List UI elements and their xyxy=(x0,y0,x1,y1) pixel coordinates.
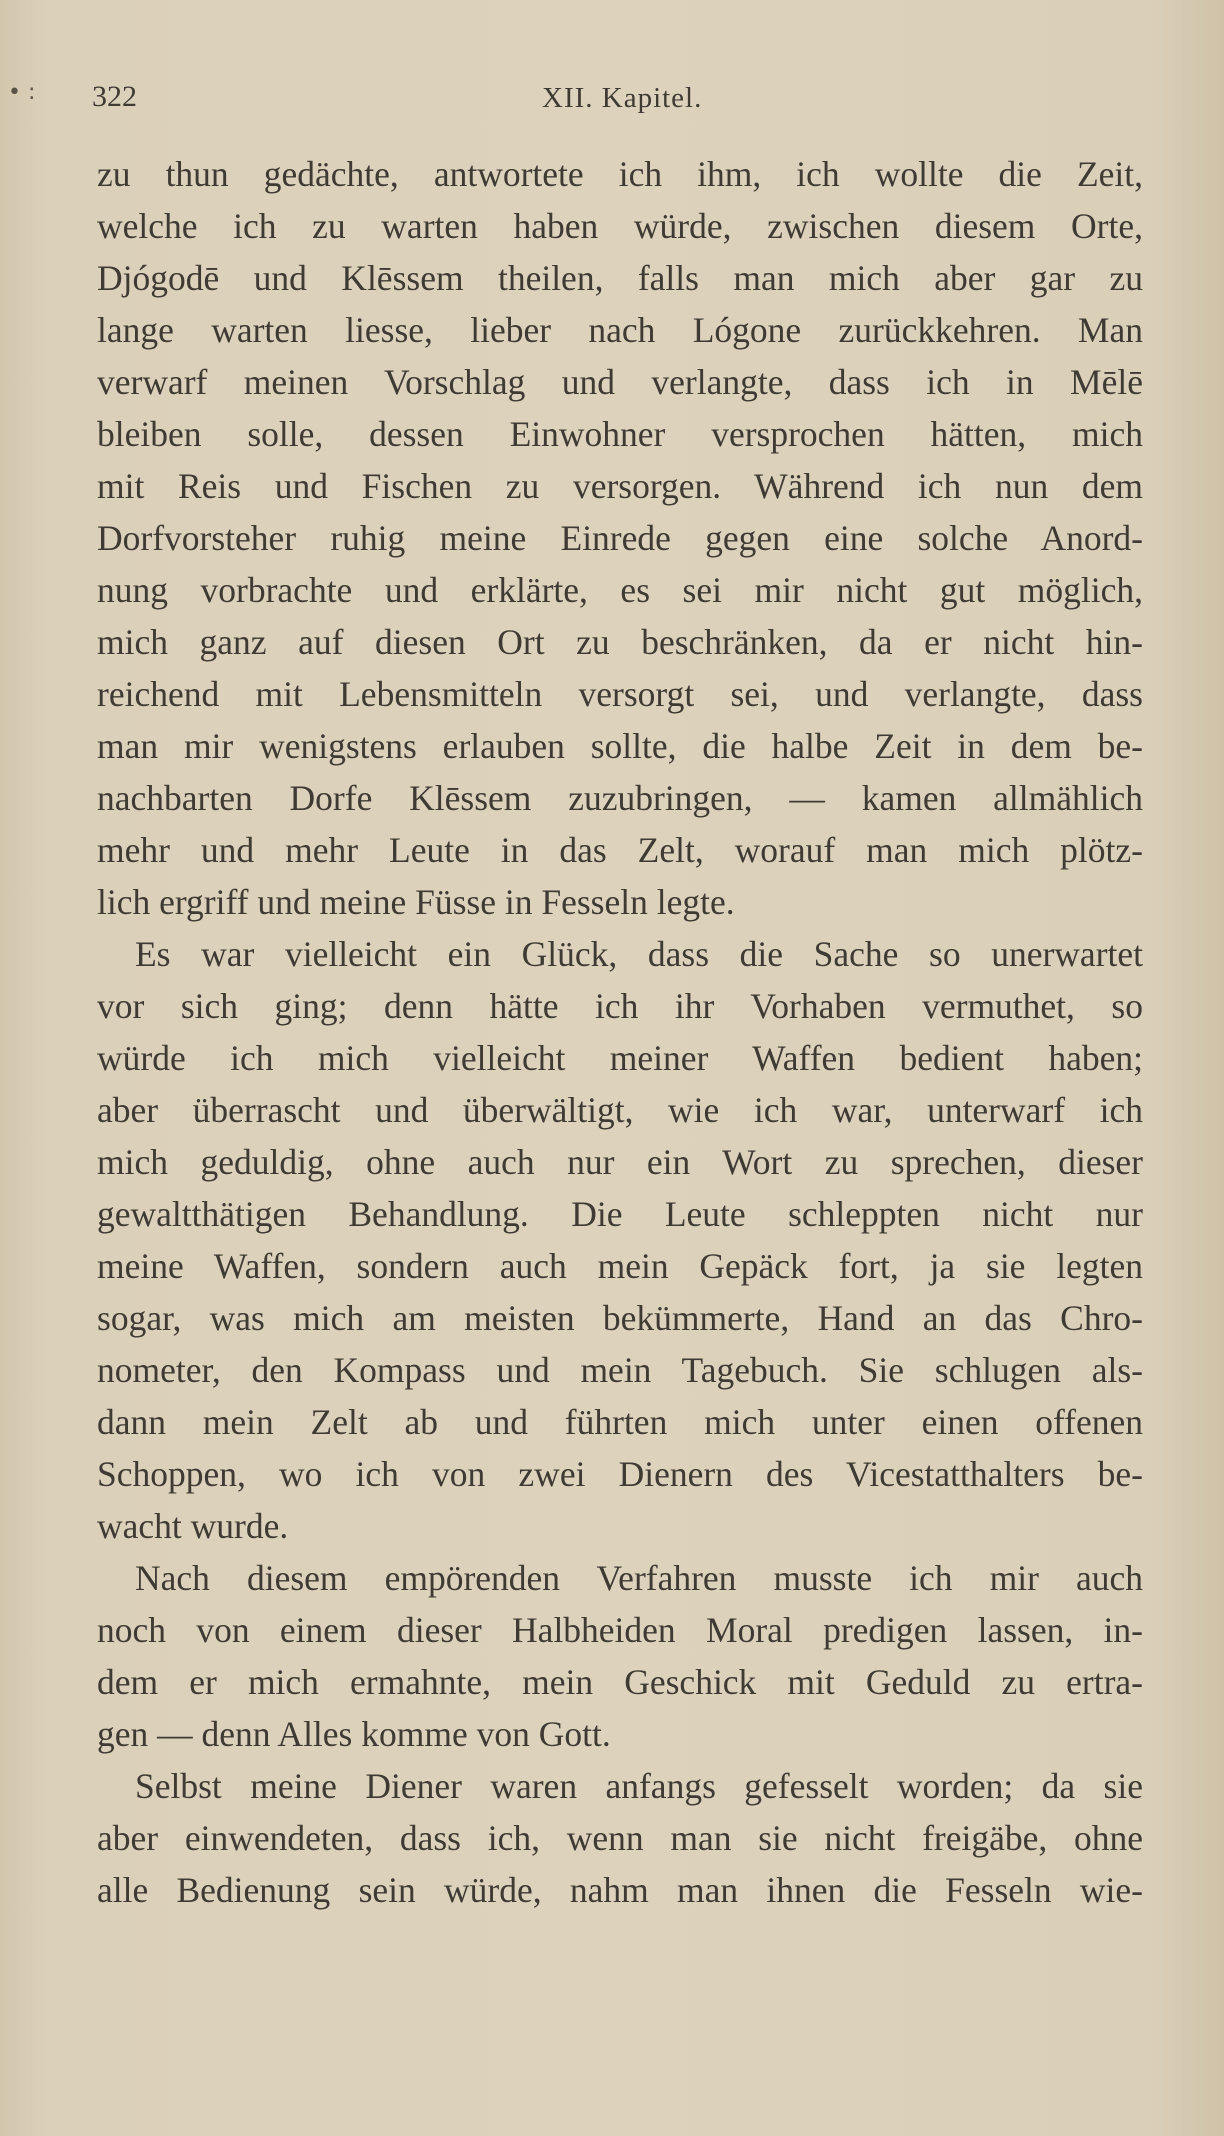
text-line: Djógodē und Klēssem theilen, falls man mich aber gar zu xyxy=(97,258,1143,298)
text-line: würde ich mich vielleicht meiner Waffen bedient haben; xyxy=(97,1038,1143,1078)
text-line: dem er mich ermahnte, mein Geschick mit Geduld zu ertra- xyxy=(97,1662,1143,1702)
text-line: nometer, den Kompass und mein Tagebuch. Sie schlugen als- xyxy=(97,1350,1143,1390)
text-line: gen — denn Alles komme von Gott. xyxy=(97,1714,611,1754)
margin-mark: • : xyxy=(8,80,36,105)
text-line: mich ganz auf diesen Ort zu beschränken, da er nicht hin- xyxy=(97,622,1143,662)
text-line: bleiben solle, dessen Einwohner versprochen hätten, mich xyxy=(97,414,1143,454)
text-line: verwarf meinen Vorschlag und verlangte, dass ich in Mēlē xyxy=(97,362,1143,402)
text-line: alle Bedienung sein würde, nahm man ihnen die Fesseln wie- xyxy=(97,1870,1143,1910)
paragraph-start-line: Nach diesem empörenden Verfahren musste ich mir auch xyxy=(135,1558,1143,1598)
text-line: dann mein Zelt ab und führten mich unter einen offenen xyxy=(97,1402,1143,1442)
running-head: XII. Kapitel. xyxy=(542,82,703,114)
text-line: lich ergriff und meine Füsse in Fesseln legte. xyxy=(97,882,735,922)
text-line: aber einwendeten, dass ich, wenn man sie nicht freigäbe, ohne xyxy=(97,1818,1143,1858)
text-line: wacht wurde. xyxy=(97,1506,289,1546)
page-number: 322 xyxy=(92,80,137,113)
text-line: nachbarten Dorfe Klēssem zuzubringen, — kamen allmählich xyxy=(97,778,1143,818)
text-line: noch von einem dieser Halbheiden Moral predigen lassen, in- xyxy=(97,1610,1143,1650)
text-line: Schoppen, wo ich von zwei Dienern des Vicestatthalters be- xyxy=(97,1454,1143,1494)
text-line: welche ich zu warten haben würde, zwischen diesem Orte, xyxy=(97,206,1143,246)
text-line: man mir wenigstens erlauben sollte, die halbe Zeit in dem be- xyxy=(97,726,1143,766)
paragraph-start-line: Selbst meine Diener waren anfangs gefesselt worden; da sie xyxy=(135,1766,1143,1806)
text-line: vor sich ging; denn hätte ich ihr Vorhaben vermuthet, so xyxy=(97,986,1143,1026)
text-line: reichend mit Lebensmitteln versorgt sei, und verlangte, dass xyxy=(97,674,1143,714)
text-line: lange warten liesse, lieber nach Lógone zurückkehren. Man xyxy=(97,310,1143,350)
text-line: mit Reis und Fischen zu versorgen. Während ich nun dem xyxy=(97,466,1143,506)
page-header xyxy=(92,80,1142,124)
text-line: Dorfvorsteher ruhig meine Einrede gegen eine solche Anord- xyxy=(97,518,1143,558)
text-line: zu thun gedächte, antwortete ich ihm, ich wollte die Zeit, xyxy=(97,154,1143,194)
text-line: meine Waffen, sondern auch mein Gepäck fort, ja sie legten xyxy=(97,1246,1143,1286)
text-line: sogar, was mich am meisten bekümmerte, Hand an das Chro- xyxy=(97,1298,1143,1338)
text-line: mehr und mehr Leute in das Zelt, worauf man mich plötz- xyxy=(97,830,1143,870)
body-text xyxy=(97,148,1143,1916)
text-line: nung vorbrachte und erklärte, es sei mir nicht gut möglich, xyxy=(97,570,1143,610)
text-line: gewaltthätigen Behandlung. Die Leute schleppten nicht nur xyxy=(97,1194,1143,1234)
text-line: aber überrascht und überwältigt, wie ich war, unterwarf ich xyxy=(97,1090,1143,1130)
paragraph-start-line: Es war vielleicht ein Glück, dass die Sache so unerwartet xyxy=(135,934,1143,974)
text-line: mich geduldig, ohne auch nur ein Wort zu sprechen, dieser xyxy=(97,1142,1143,1182)
